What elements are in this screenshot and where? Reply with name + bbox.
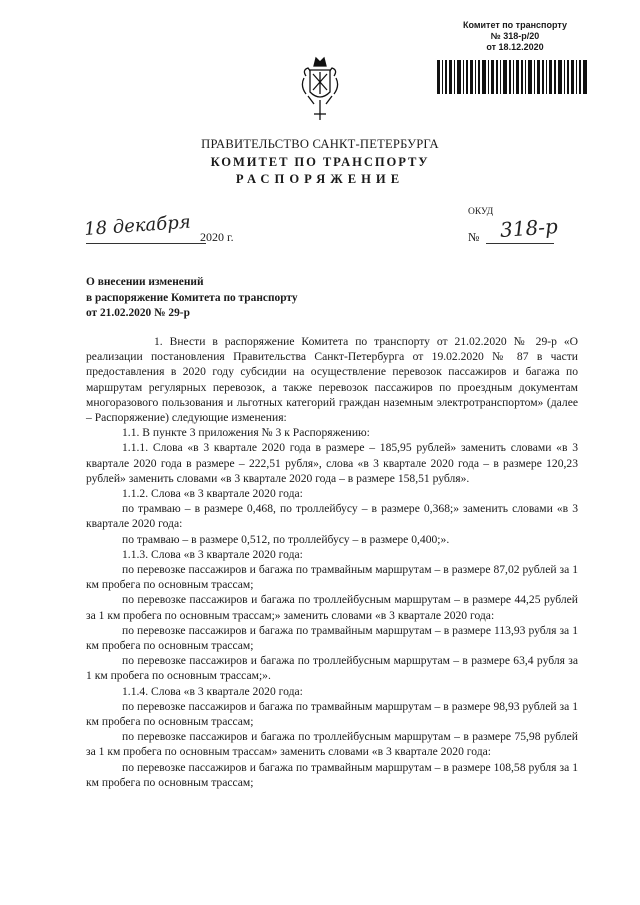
date-year: 2020 г. [200,230,234,244]
stamp-line-committee: Комитет по транспорту [462,20,567,30]
body-paragraph: 1.1.1. Слова «в 3 квартале 2020 года в размере – 185,95 рублей» заменить словами «в 3 квартале 2020 года в размере – 222,51 рубля», слова «в 3 квартале 2020 года – в размере 120,23 рублей» заменить словами «в 3 квартале 2020 года – в размере 158,51 рубля». [86,441,578,485]
body-paragraph: по перевозке пассажиров и багажа по троллейбусным маршрутам – в размере 44,25 рублей за 1 км пробега по основным трассам;» заменить словами «в 3 квартале 2020 года: [86,593,578,622]
body-paragraph: по трамваю – в размере 0,468, по троллейбусу – в размере 0,368;» заменить словами «в 3 квартале 2020 года: [86,502,578,531]
body-paragraph: по перевозке пассажиров и багажа по трамвайным маршрутам – в размере 87,02 рублей за 1 км пробега по основным трассам; [86,563,578,592]
number-underline [486,243,554,244]
handwritten-date: 18 декабря [83,211,192,240]
body-paragraph: по перевозке пассажиров и багажа по трамвайным маршрутам – в размере 108,58 рубля за 1 км пробега по основным трассам; [86,760,578,789]
body-paragraph: 1.1.2. Слова «в 3 квартале 2020 года: [122,487,303,501]
body-paragraph: 1. Внести в распоряжение Комитета по транспорту от 21.02.2020 № 29-р «О реализации постановления Правительства Санкт-Петербурга от 19.02.2020 № 87 в части предоставления в 2020 году субсидии на осуществление перевозок пассажиров и багажа по маршрутам регулярных перевозок, а также перевозок пассажиров по проездным документам многоразового пользования и льготных категорий граждан наземным электротранспортом» (далее – Распоряжение) следующие изменения: [86,335,578,425]
body-paragraph: по перевозке пассажиров и багажа по троллейбусным маршрутам – в размере 63,4 рубля за 1 км пробега по основным трассам;». [86,654,578,683]
committee-title: КОМИТЕТ ПО ТРАНСПОРТУ [210,155,430,169]
body-paragraph: 1.1.4. Слова «в 3 квартале 2020 года: [122,684,303,698]
registration-stamp [440,20,590,53]
document-body [86,334,578,790]
stamp-line-date: от 18.12.2020 [486,42,544,52]
subject-line: от 21.02.2020 № 29-р [86,307,190,319]
subject-line: О внесении изменений [86,276,204,288]
barcode-icon [437,60,587,94]
body-paragraph: 1.1.3. Слова «в 3 квартале 2020 года: [122,547,303,561]
body-paragraph: 1.1. В пункте 3 приложения № 3 к Распоряжению: [122,426,370,440]
date-underline [86,243,206,244]
stamp-line-number: № 318-р/20 [490,31,540,41]
coat-of-arms-icon [300,56,340,122]
government-title: ПРАВИТЕЛЬСТВО САНКТ-ПЕТЕРБУРГА [201,137,439,151]
document-subject [86,275,298,322]
number-sign: № [468,230,480,244]
handwritten-number: 318-р [499,214,559,242]
body-paragraph: по трамваю – в размере 0,512, по троллейбусу – в размере 0,400;». [122,532,450,546]
body-paragraph: по перевозке пассажиров и багажа по троллейбусным маршрутам – в размере 75,98 рублей за 1 км пробега по основным трассам» заменить словами «в 3 квартале 2020 года: [86,730,578,759]
body-paragraph: по перевозке пассажиров и багажа по трамвайным маршрутам – в размере 113,93 рубля за 1 км пробега по основным трассам; [86,623,578,653]
subject-line: в распоряжение Комитета по транспорту [86,291,298,304]
body-paragraph: по перевозке пассажиров и багажа по трамвайным маршрутам – в размере 98,93 рублей за 1 км пробега по основным трассам; [86,699,578,729]
okud-label: ОКУД [468,207,494,217]
document-type-title: РАСПОРЯЖЕНИЕ [235,172,405,186]
